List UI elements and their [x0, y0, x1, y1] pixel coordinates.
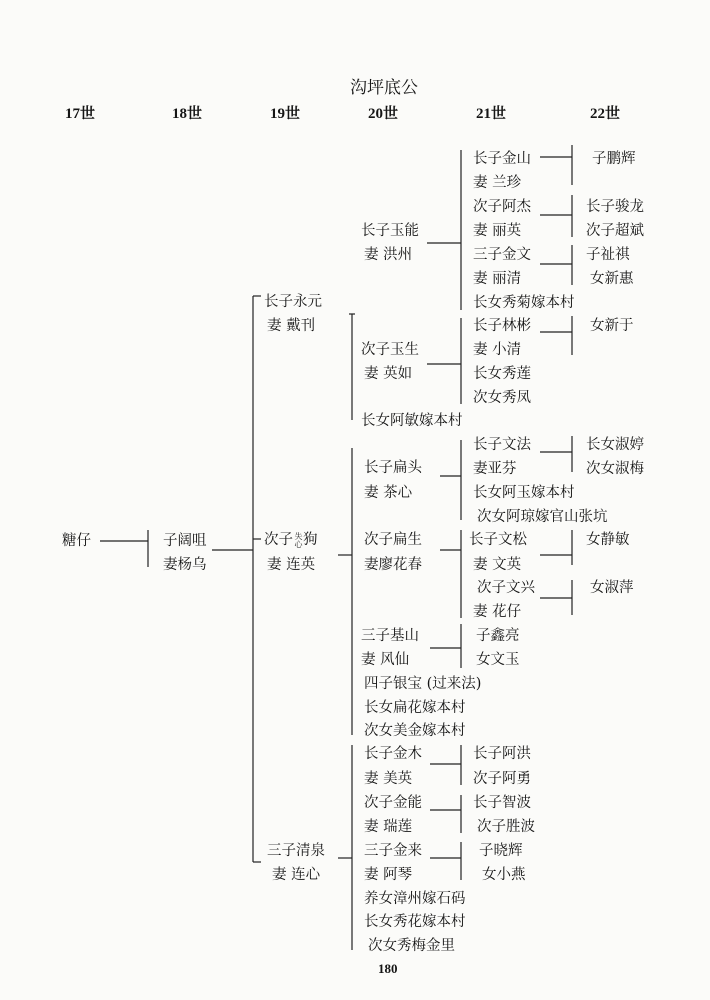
g20-wife: 妻 阿琴 [364, 867, 413, 883]
g17-name: 糖仔 [62, 533, 91, 549]
g20-name: 次女秀梅金里 [368, 938, 455, 954]
g22-name: 子鹏辉 [592, 151, 636, 167]
g21-name: 长子林彬 [473, 318, 531, 334]
g22-name: 次子超斌 [586, 223, 644, 239]
generation-header-21: 21世 [476, 106, 507, 122]
g21-wife: 妻亚芬 [473, 461, 517, 477]
g21-wife: 妻 花仔 [473, 604, 522, 620]
page-title: 沟坪底公 [350, 78, 418, 98]
g20-name: 长女阿敏嫁本村 [361, 413, 463, 429]
g21-name: 长女阿玉嫁本村 [473, 485, 575, 501]
g20-wife: 妻 英如 [364, 366, 413, 382]
g20-name: 次子玉生 [361, 342, 419, 358]
g22-name: 长女淑婷 [586, 437, 644, 453]
g22-name: 女新于 [590, 318, 634, 334]
g22-name: 女新惠 [590, 271, 634, 287]
generation-header-19: 19世 [270, 106, 301, 122]
g19-wife: 妻 连英 [267, 557, 316, 573]
g21-name: 次女阿琼嫁官山张坑 [477, 509, 608, 525]
g22-name: 长子骏龙 [586, 199, 644, 215]
page-number: 180 [378, 961, 398, 976]
generation-header-22: 22世 [590, 106, 621, 122]
g21-wife: 妻 丽英 [473, 223, 522, 239]
g19-name-small: 失心 [294, 532, 303, 548]
g21-name: 次子胜波 [477, 819, 535, 835]
g20-name: 长女秀花嫁本村 [364, 914, 466, 930]
g22-name: 女淑萍 [590, 580, 634, 596]
g20-name: 三子金来 [364, 843, 422, 859]
g21-name: 次女秀凤 [473, 390, 531, 406]
g21-name: 长子智波 [473, 795, 531, 811]
g19-name: 长子永元 [264, 294, 322, 310]
g20-name: 次女美金嫁本村 [364, 723, 466, 739]
g21-name: 三子金文 [473, 247, 531, 263]
g20-name: 三子基山 [361, 628, 419, 644]
g18-name: 子阔咀 [163, 533, 207, 549]
g20-wife: 妻 美英 [364, 771, 413, 787]
g22-name: 次女淑梅 [586, 461, 644, 477]
g20-name: 长女扁花嫁本村 [364, 700, 466, 716]
g21-wife: 妻 丽清 [473, 271, 522, 287]
g20-name: 四子银宝 (过来法) [364, 676, 482, 692]
g21-name: 女小燕 [482, 867, 526, 883]
g20-wife: 妻 茶心 [364, 485, 413, 501]
g21-wife: 妻 文英 [473, 557, 522, 573]
g20-name: 长子玉能 [361, 223, 419, 239]
g21-name: 长女秀莲 [473, 366, 531, 382]
g19-name-part: 次子 [264, 532, 293, 548]
g19-wife: 妻 戴刊 [267, 318, 316, 334]
g22-name: 子祉祺 [586, 247, 630, 263]
g21-name: 长子文法 [473, 437, 531, 453]
g20-name: 长子扁头 [364, 460, 422, 476]
g19-name: 三子清泉 [267, 843, 325, 859]
g21-name: 长子文松 [469, 532, 527, 548]
g21-name: 长子金山 [473, 151, 531, 167]
g20-name: 长子金木 [364, 746, 422, 762]
g21-name: 长子阿洪 [473, 746, 531, 762]
g21-wife: 妻 兰珍 [473, 175, 522, 191]
g21-name: 次子文兴 [477, 580, 535, 596]
generation-header-17: 17世 [65, 106, 96, 122]
g21-name: 女文玉 [476, 652, 520, 668]
g21-wife: 妻 小清 [473, 342, 522, 358]
g21-name: 长女秀菊嫁本村 [473, 295, 575, 311]
g20-wife: 妻 洪州 [364, 247, 413, 263]
g21-name: 子鑫亮 [476, 628, 520, 644]
g20-name: 次子金能 [364, 795, 422, 811]
g20-name: 养女漳州嫁石码 [364, 891, 466, 907]
generation-header-18: 18世 [172, 106, 203, 122]
g19-name-part: 狗 [303, 532, 318, 548]
g19-name [264, 531, 318, 549]
generation-header-20: 20世 [368, 106, 399, 122]
g18-wife: 妻杨乌 [163, 557, 207, 573]
g21-name: 次子阿杰 [473, 199, 531, 215]
g20-wife: 妻廖花春 [364, 557, 422, 573]
g22-name: 女静敏 [586, 532, 630, 548]
g20-wife: 妻 瑞莲 [364, 819, 413, 835]
g21-name: 子晓辉 [479, 843, 523, 859]
g19-wife: 妻 连心 [272, 867, 321, 883]
g20-wife: 妻 风仙 [361, 652, 410, 668]
g21-name: 次子阿勇 [473, 771, 531, 787]
g20-name: 次子扁生 [364, 532, 422, 548]
